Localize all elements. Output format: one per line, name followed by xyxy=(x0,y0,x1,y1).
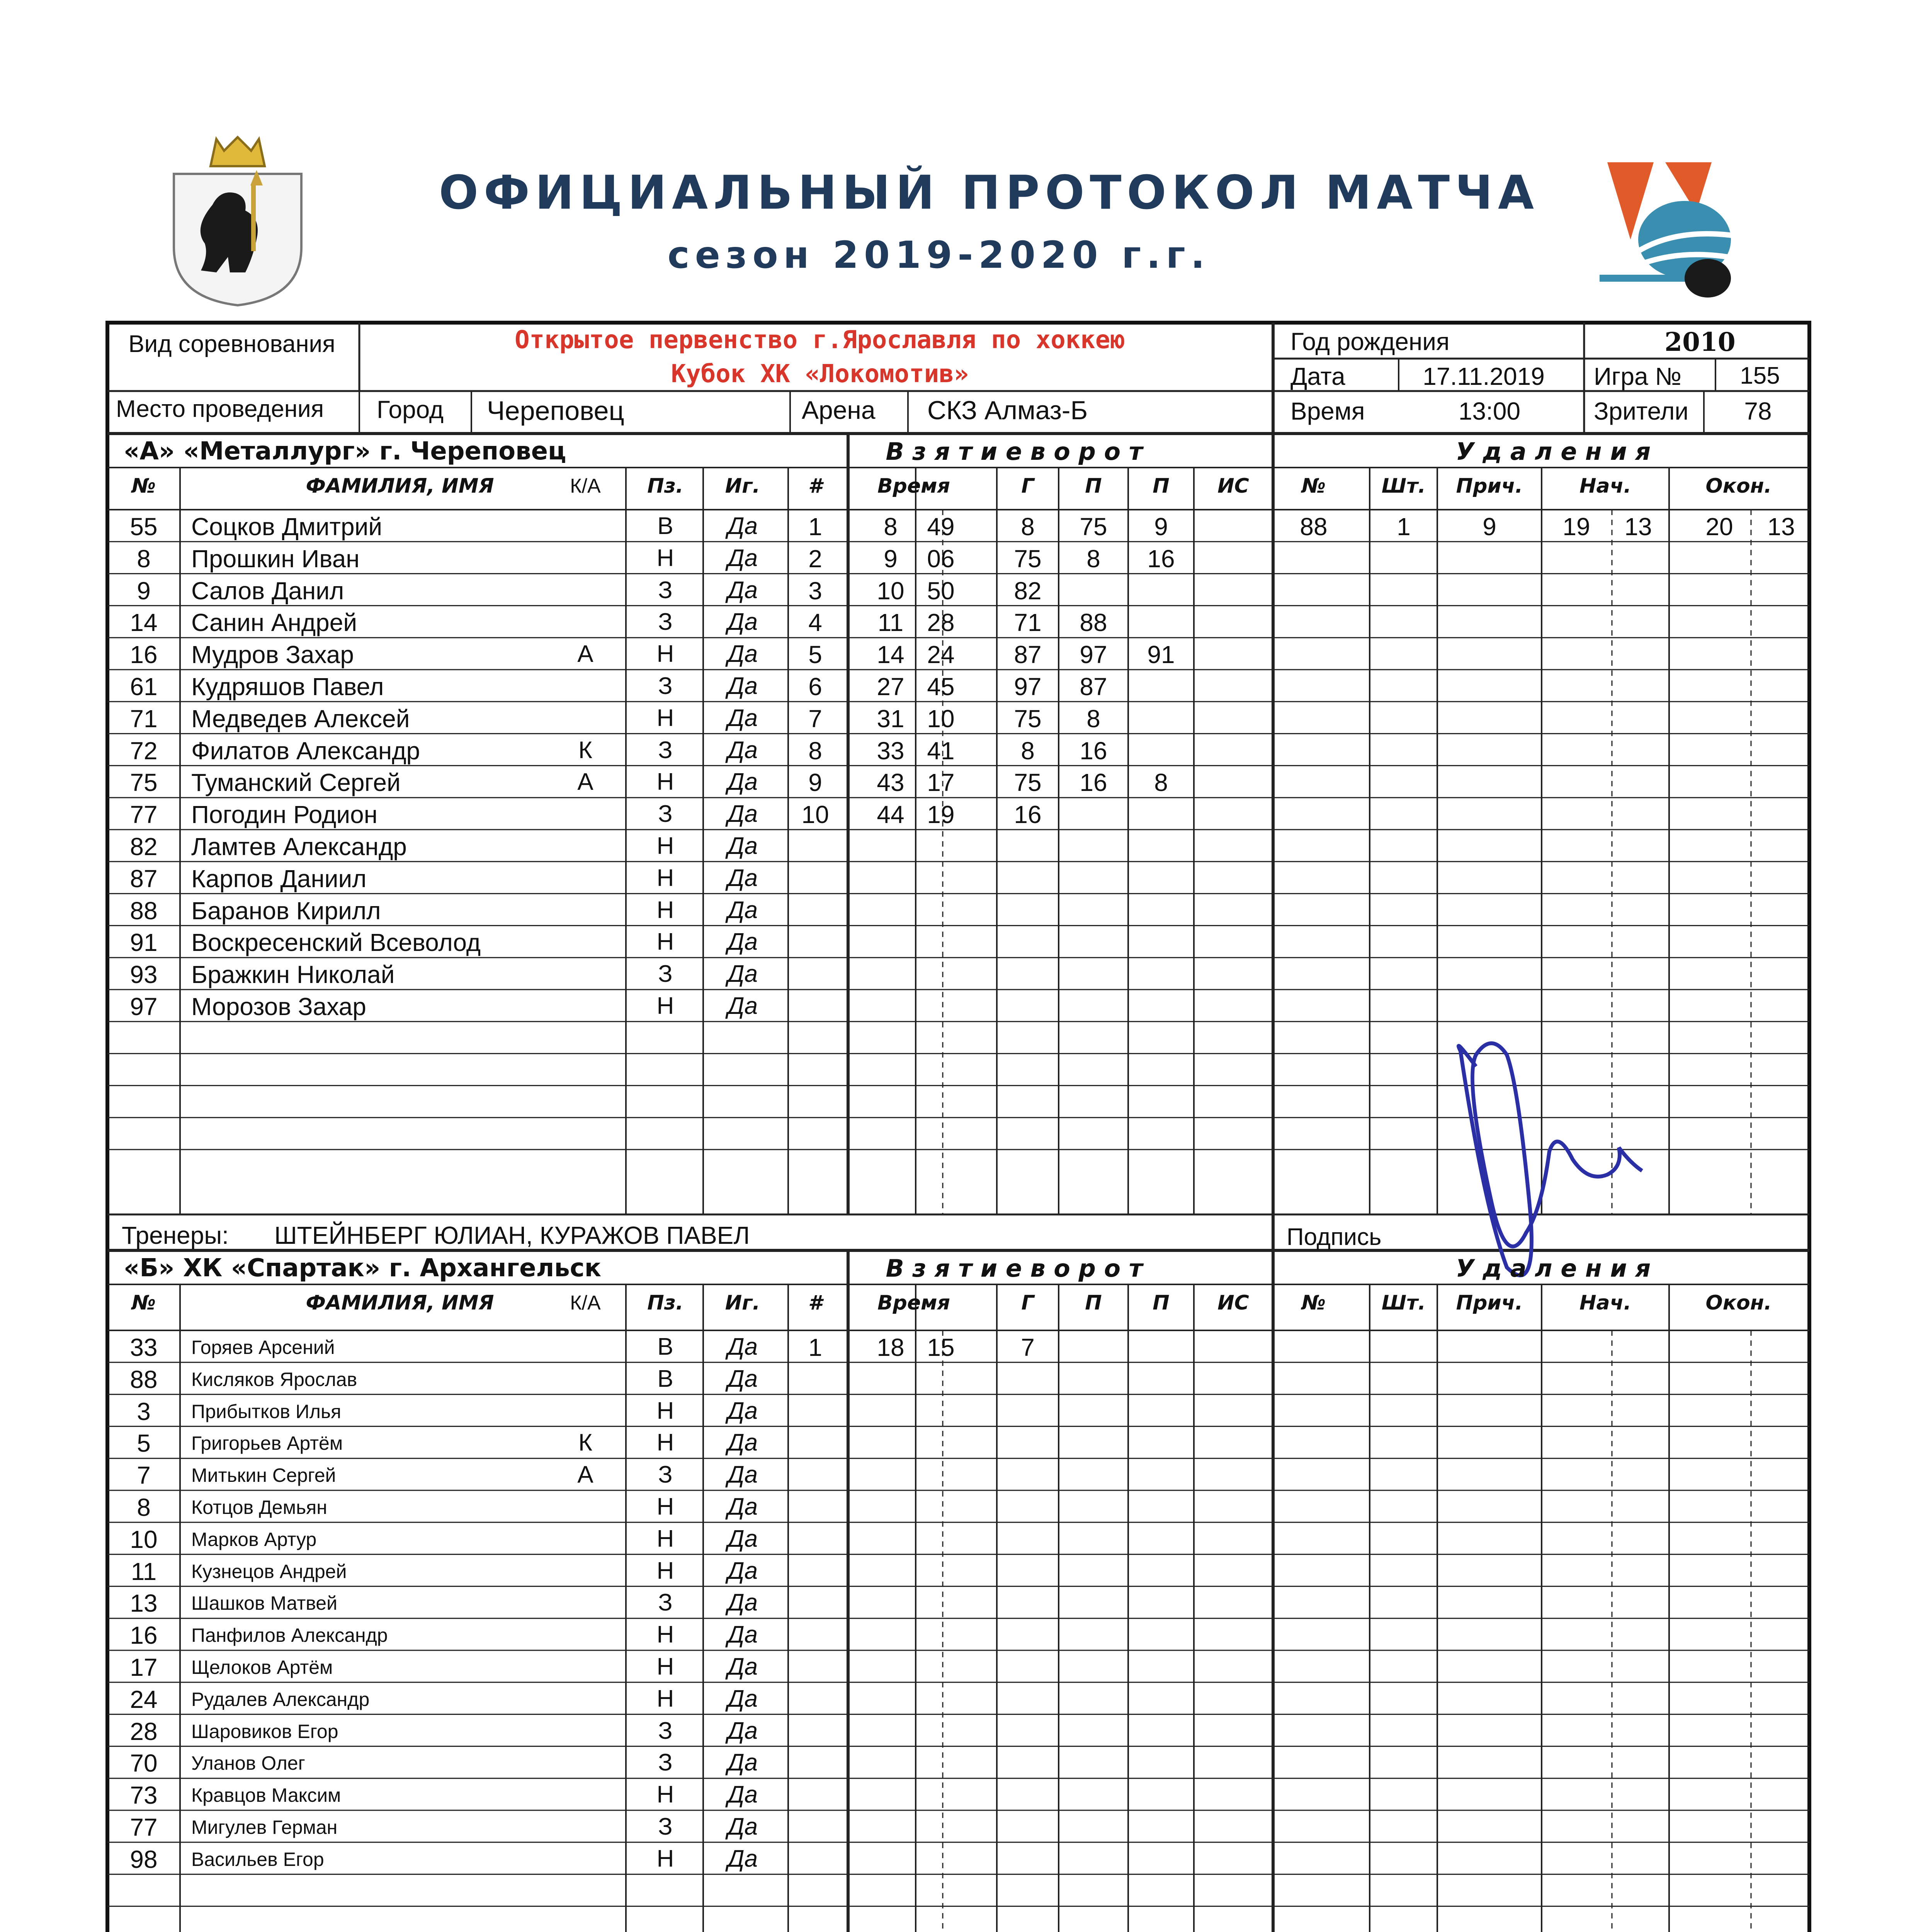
team-b-player-played: Да xyxy=(727,1397,758,1424)
team-b-player-played: Да xyxy=(727,1333,758,1360)
team-a-goal-minute: 43 xyxy=(877,769,904,797)
team-a-goal-scorer: 8 xyxy=(1021,736,1035,765)
team-a-player-name: Погодин Родион xyxy=(191,801,378,829)
team-a-goal-scorer: 82 xyxy=(1014,577,1042,605)
team-a-player-number: 75 xyxy=(130,769,158,797)
team-b-player-position: В xyxy=(657,1365,673,1392)
team-b-goal-scorer: 7 xyxy=(1021,1333,1035,1361)
time-value: 13:00 xyxy=(1458,397,1521,425)
team-b-col-p-start: Нач. xyxy=(1579,1291,1632,1315)
team-a-player-played: Да xyxy=(727,736,758,764)
team-a-goal-index: 7 xyxy=(808,704,822,733)
team-a-goal-assist1: 8 xyxy=(1086,704,1100,733)
team-a-goal-assist1: 88 xyxy=(1080,609,1107,637)
team-a-player-number: 87 xyxy=(130,864,158,893)
team-a-goal-second: 06 xyxy=(927,544,955,573)
team-a-col-p-end: Окон. xyxy=(1705,474,1772,498)
team-a-goal-minute: 44 xyxy=(877,801,904,829)
team-b-col-pos: Пз. xyxy=(647,1291,683,1315)
team-b-player-name: Митькин Сергей xyxy=(191,1464,336,1486)
team-a-player-role: К xyxy=(578,736,593,764)
team-a-player-played: Да xyxy=(727,673,758,699)
team-b-player-role: А xyxy=(577,1461,593,1488)
team-b-player-position: Н xyxy=(656,1685,674,1712)
team-b-col-p-num: № xyxy=(1301,1291,1326,1315)
team-a-player-played: Да xyxy=(727,896,758,923)
team-b-col-p-end: Окон. xyxy=(1705,1291,1772,1315)
team-b-col-g-time: Время xyxy=(877,1291,950,1315)
team-a-player-played: Да xyxy=(727,864,758,891)
team-a-goal-assist1: 97 xyxy=(1080,641,1107,669)
team-b-player-played: Да xyxy=(727,1621,758,1648)
date-value: 17.11.2019 xyxy=(1423,362,1545,390)
team-b-player-played: Да xyxy=(727,1365,758,1392)
team-a-player-position: Н xyxy=(656,641,674,668)
team-b-player-number: 13 xyxy=(130,1589,158,1617)
team-b-player-name: Рудалев Александр xyxy=(191,1688,370,1710)
team-b-player-played: Да xyxy=(727,1493,758,1520)
team-a-goal-second: 24 xyxy=(927,641,955,669)
team-b-col-p-reason: Прич. xyxy=(1456,1291,1523,1315)
team-a-player-role: А xyxy=(577,769,593,796)
team-b-player-position: Н xyxy=(656,1557,674,1584)
team-a-penalty-reason: 9 xyxy=(1482,513,1496,541)
team-b-player-name: Котцов Демьян xyxy=(191,1497,327,1518)
team-b-player-number: 17 xyxy=(130,1653,158,1681)
date-label: Дата xyxy=(1290,362,1345,390)
team-a-player-position: З xyxy=(658,736,673,764)
team-a-goal-minute: 9 xyxy=(884,544,898,573)
team-a-goal-minute: 31 xyxy=(877,704,904,733)
team-a-goal-scorer: 87 xyxy=(1014,641,1042,669)
team-a-name-header: «А» «Металлург» г. Череповец xyxy=(124,437,566,466)
team-a-player-number: 91 xyxy=(130,929,158,957)
team-a-col-p-num: № xyxy=(1301,474,1326,498)
team-a-goal-second: 50 xyxy=(927,577,955,605)
team-a-penalty-start-minute: 19 xyxy=(1562,513,1590,541)
team-b-player-played: Да xyxy=(727,1653,758,1680)
team-a-col-p-min: Шт. xyxy=(1381,474,1426,498)
team-a-player-name: Бражкин Николай xyxy=(191,961,395,989)
season-subtitle: сезон 2019-2020 г.г. xyxy=(667,233,1210,277)
team-a-col-p-reason: Прич. xyxy=(1456,474,1523,498)
team-b-player-played: Да xyxy=(727,1525,758,1552)
team-b-player-position: Н xyxy=(656,1621,674,1648)
team-a-player-played: Да xyxy=(727,641,758,668)
team-a-player-name: Туманский Сергей xyxy=(191,769,401,797)
team-a-goal-index: 9 xyxy=(808,769,822,797)
team-a-player-number: 82 xyxy=(130,833,158,861)
team-a-player-number: 93 xyxy=(130,961,158,989)
team-b-player-name: Панфилов Александр xyxy=(191,1624,388,1646)
team-a-goal-assist1: 8 xyxy=(1086,544,1100,573)
team-a-player-played: Да xyxy=(727,544,758,571)
team-a-player-number: 16 xyxy=(130,641,158,669)
team-b-col-g-idx: # xyxy=(808,1291,823,1315)
team-a-goal-index: 2 xyxy=(808,544,822,573)
team-b-col-g-is: ИС xyxy=(1217,1291,1249,1315)
team-b-player-number: 77 xyxy=(130,1813,158,1841)
team-a-player-played: Да xyxy=(727,993,758,1019)
team-a-goal-second: 45 xyxy=(927,673,955,701)
team-a-player-played: Да xyxy=(727,577,758,604)
team-a-penalty-player: 88 xyxy=(1300,513,1328,541)
team-a-player-position: Н xyxy=(656,993,674,1019)
team-b-player-played: Да xyxy=(727,1717,758,1744)
competition-name-line2: Кубок ХК «Локомотив» xyxy=(671,360,969,388)
team-a-goal-second: 28 xyxy=(927,609,955,637)
team-a-player-played: Да xyxy=(727,513,758,539)
team-b-col-p-min: Шт. xyxy=(1381,1291,1426,1315)
team-a-goal-second: 10 xyxy=(927,704,955,733)
team-a-goal-scorer: 75 xyxy=(1014,769,1042,797)
team-a-col-g-p2: П xyxy=(1153,474,1170,498)
signature-team-a xyxy=(1459,1043,1642,1276)
team-b-col-g-g: Г xyxy=(1021,1291,1034,1315)
team-a-goal-assist1: 87 xyxy=(1080,673,1107,701)
team-a-goal-minute: 10 xyxy=(877,577,904,605)
team-b-player-position: Н xyxy=(656,1493,674,1520)
team-a-player-played: Да xyxy=(727,961,758,988)
team-a-player-name: Карпов Даниил xyxy=(191,864,367,893)
team-a-goal-index: 4 xyxy=(808,609,822,637)
team-b-player-name: Шаровиков Егор xyxy=(191,1720,338,1742)
team-b-player-position: Н xyxy=(656,1429,674,1456)
team-a-coaches-label: Тренеры: xyxy=(122,1221,229,1249)
team-b-player-name: Григорьев Артём xyxy=(191,1432,343,1454)
team-a-player-name: Медведев Алексей xyxy=(191,704,410,733)
team-b-player-position: В xyxy=(657,1333,673,1360)
team-b-player-number: 73 xyxy=(130,1781,158,1810)
team-a-penalty-minutes: 1 xyxy=(1397,513,1411,541)
team-b-player-position: Н xyxy=(656,1397,674,1424)
team-b-player-played: Да xyxy=(727,1781,758,1808)
game-number-value: 155 xyxy=(1740,362,1780,389)
team-b-player-position: Н xyxy=(656,1653,674,1680)
team-a-penalty-end-second: 13 xyxy=(1767,513,1795,541)
team-a-goal-scorer: 16 xyxy=(1014,801,1042,829)
team-a-goal-assist2: 9 xyxy=(1154,513,1168,541)
team-a-col-g-idx: # xyxy=(808,474,823,498)
team-a-player-played: Да xyxy=(727,609,758,636)
team-a-player-played: Да xyxy=(727,801,758,828)
arena-label: Арена xyxy=(802,396,876,424)
team-b-player-number: 88 xyxy=(130,1365,158,1393)
team-a-player-played: Да xyxy=(727,704,758,731)
team-b-player-played: Да xyxy=(727,1557,758,1584)
team-a-goal-minute: 27 xyxy=(877,673,904,701)
team-a-player-name: Соцков Дмитрий xyxy=(191,513,383,541)
team-b-player-position: З xyxy=(658,1589,673,1616)
team-a-penalties-title: У д а л е н и я xyxy=(1455,437,1651,466)
spectators-label: Зрители xyxy=(1594,397,1689,425)
team-a-player-name: Баранов Кирилл xyxy=(191,896,381,925)
team-b-col-num: № xyxy=(131,1291,156,1315)
team-a-goal-scorer: 8 xyxy=(1021,513,1035,541)
team-a-player-role: А xyxy=(577,641,593,668)
team-b-col-g-p1: П xyxy=(1085,1291,1102,1315)
spectators-value: 78 xyxy=(1744,397,1772,425)
team-a-goal-index: 6 xyxy=(808,673,822,701)
team-a-player-name: Санин Андрей xyxy=(191,609,357,637)
team-b-player-number: 98 xyxy=(130,1845,158,1873)
team-a-player-position: З xyxy=(658,961,673,988)
team-a-player-position: Н xyxy=(656,896,674,923)
team-a-player-number: 61 xyxy=(130,673,158,701)
team-a-goal-second: 49 xyxy=(927,513,955,541)
team-a-col-num: № xyxy=(131,474,156,498)
team-b-player-position: З xyxy=(658,1461,673,1488)
team-a-goal-index: 1 xyxy=(808,513,822,541)
team-b-player-number: 8 xyxy=(137,1493,151,1521)
team-b-penalties-title: У д а л е н и я xyxy=(1455,1254,1651,1282)
team-a-player-number: 72 xyxy=(130,736,158,765)
team-a-player-position: Н xyxy=(656,864,674,891)
team-b-player-played: Да xyxy=(727,1461,758,1488)
team-a-goal-assist2: 16 xyxy=(1147,544,1175,573)
team-a-player-position: З xyxy=(658,609,673,636)
team-a-player-name: Мудров Захар xyxy=(191,641,354,669)
team-a-penalty-end-minute: 20 xyxy=(1705,513,1733,541)
team-a-player-played: Да xyxy=(727,833,758,859)
team-a-player-position: З xyxy=(658,673,673,699)
team-a-coaches: ШТЕЙНБЕРГ ЮЛИАН, КУРАЖОВ ПАВЕЛ xyxy=(274,1221,750,1249)
team-b-name-header: «Б» ХК «Спартак» г. Архангельск xyxy=(124,1254,602,1282)
team-a-goal-assist1: 16 xyxy=(1080,769,1107,797)
team-a-goal-scorer: 71 xyxy=(1014,609,1042,637)
team-a-goal-assist1: 75 xyxy=(1080,513,1107,541)
team-b-col-played: Иг. xyxy=(725,1291,760,1315)
team-b-player-position: Н xyxy=(656,1781,674,1808)
team-a-player-name: Морозов Захар xyxy=(191,993,366,1020)
competition-label: Вид соревнования xyxy=(128,331,335,357)
venue-label: Место проведения xyxy=(116,396,324,422)
team-b-player-name: Кравцов Максим xyxy=(191,1784,341,1806)
team-a-col-g-p1: П xyxy=(1085,474,1102,498)
team-b-player-number: 3 xyxy=(137,1397,151,1425)
arena-value: СКЗ Алмаз-Б xyxy=(927,396,1088,425)
birth-year-label: Год рождения xyxy=(1290,328,1450,355)
team-a-player-name: Прошкин Иван xyxy=(191,544,360,573)
team-b-player-name: Кузнецов Андрей xyxy=(191,1560,347,1582)
team-a-goal-assist1: 16 xyxy=(1080,736,1107,765)
team-a-player-position: В xyxy=(657,513,673,539)
team-a-goal-minute: 8 xyxy=(884,513,898,541)
time-label: Время xyxy=(1290,397,1365,425)
team-b-player-name: Горяев Арсений xyxy=(191,1337,335,1358)
team-a-goal-second: 19 xyxy=(927,801,955,829)
team-b-player-played: Да xyxy=(727,1589,758,1616)
team-a-player-number: 14 xyxy=(130,609,158,637)
team-a-player-name: Салов Данил xyxy=(191,577,344,605)
team-a-goal-scorer: 75 xyxy=(1014,704,1042,733)
team-b-player-number: 16 xyxy=(130,1621,158,1650)
team-a-goal-scorer: 97 xyxy=(1014,673,1042,701)
team-b-goal-second: 15 xyxy=(927,1333,955,1361)
game-number-label: Игра № xyxy=(1594,362,1681,390)
team-a-goal-assist2: 8 xyxy=(1154,769,1168,797)
page-title: ОФИЦИАЛЬНЫЙ ПРОТОКОЛ МАТЧА xyxy=(439,166,1539,220)
team-b-player-number: 24 xyxy=(130,1685,158,1713)
team-a-col-name: ФАМИЛИЯ, ИМЯ xyxy=(306,474,494,498)
team-b-player-number: 70 xyxy=(130,1749,158,1777)
team-a-goal-index: 10 xyxy=(801,801,829,829)
competition-name-line1: Открытое первенство г.Ярославля по хоккею xyxy=(515,326,1125,354)
team-b-player-name: Прибытков Илья xyxy=(191,1400,342,1422)
team-a-player-number: 77 xyxy=(130,801,158,829)
team-b-player-position: З xyxy=(658,1813,673,1840)
team-a-player-position: З xyxy=(658,577,673,604)
team-a-player-name: Воскресенский Всеволод xyxy=(191,929,481,957)
team-a-col-p-start: Нач. xyxy=(1579,474,1632,498)
team-a-player-position: Н xyxy=(656,769,674,796)
team-b-player-number: 5 xyxy=(137,1429,151,1458)
team-a-player-number: 9 xyxy=(137,577,151,605)
team-a-goal-scorer: 75 xyxy=(1014,544,1042,573)
team-b-player-name: Мигулев Герман xyxy=(191,1816,338,1838)
team-b-player-name: Кисляков Ярослав xyxy=(191,1368,357,1390)
team-a-goals-title: В з я т и е в о р о т xyxy=(886,437,1143,466)
team-b-player-number: 33 xyxy=(130,1333,158,1361)
team-a-player-number: 71 xyxy=(130,704,158,733)
team-b-player-played: Да xyxy=(727,1813,758,1840)
team-b-player-position: З xyxy=(658,1717,673,1744)
team-a-goal-minute: 33 xyxy=(877,736,904,765)
team-a-player-name: Ламтев Александр xyxy=(191,833,407,861)
team-a-player-name: Кудряшов Павел xyxy=(191,673,384,701)
team-b-col-g-p2: П xyxy=(1153,1291,1170,1315)
team-a-player-position: Н xyxy=(656,544,674,571)
team-a-player-number: 55 xyxy=(130,513,158,541)
team-a-col-g-is: ИС xyxy=(1217,474,1249,498)
team-a-goal-index: 8 xyxy=(808,736,822,765)
team-a-player-number: 88 xyxy=(130,896,158,925)
team-a-goal-index: 3 xyxy=(808,577,822,605)
team-b-player-position: Н xyxy=(656,1845,674,1872)
team-a-goal-second: 41 xyxy=(927,736,955,765)
team-a-goal-assist2: 91 xyxy=(1147,641,1175,669)
team-a-col-g-time: Время xyxy=(877,474,950,498)
team-a-goal-minute: 14 xyxy=(877,641,904,669)
team-b-player-name: Васильев Егор xyxy=(191,1848,324,1870)
team-b-player-position: Н xyxy=(656,1525,674,1552)
team-b-player-number: 28 xyxy=(130,1717,158,1745)
team-b-player-position: З xyxy=(658,1749,673,1776)
team-b-player-name: Уланов Олег xyxy=(191,1752,305,1774)
team-a-signature-label: Подпись xyxy=(1287,1224,1382,1250)
team-a-player-name: Филатов Александр xyxy=(191,736,420,765)
team-b-player-name: Шашков Матвей xyxy=(191,1592,338,1614)
team-b-player-played: Да xyxy=(727,1749,758,1776)
team-a-player-position: Н xyxy=(656,704,674,731)
team-b-player-name: Марков Артур xyxy=(191,1528,317,1550)
team-a-goal-minute: 11 xyxy=(877,609,904,637)
team-a-player-played: Да xyxy=(727,769,758,796)
team-a-col-ka: К/А xyxy=(570,475,601,497)
team-a-player-position: Н xyxy=(656,833,674,859)
team-b-player-role: К xyxy=(578,1429,593,1456)
team-a-col-pos: Пз. xyxy=(647,474,683,498)
team-a-player-position: З xyxy=(658,801,673,828)
team-a-col-g-g: Г xyxy=(1021,474,1034,498)
team-a-player-played: Да xyxy=(727,929,758,956)
team-b-goal-index: 1 xyxy=(808,1333,822,1361)
team-a-player-number: 8 xyxy=(137,544,151,573)
team-b-player-number: 7 xyxy=(137,1461,151,1490)
team-b-goal-minute: 18 xyxy=(877,1333,904,1361)
team-b-player-played: Да xyxy=(727,1429,758,1456)
team-b-player-played: Да xyxy=(727,1845,758,1872)
team-b-col-name: ФАМИЛИЯ, ИМЯ xyxy=(306,1291,494,1315)
team-a-player-number: 97 xyxy=(130,993,158,1020)
team-a-penalty-start-second: 13 xyxy=(1624,513,1652,541)
team-b-player-number: 11 xyxy=(131,1557,157,1585)
team-b-player-played: Да xyxy=(727,1685,758,1712)
team-a-player-position: Н xyxy=(656,929,674,956)
team-a-goal-second: 17 xyxy=(927,769,955,797)
team-b-goals-title: В з я т и е в о р о т xyxy=(886,1254,1143,1282)
birth-year-value: 2010 xyxy=(1664,327,1736,357)
team-a-goal-index: 5 xyxy=(808,641,822,669)
city-value: Череповец xyxy=(487,396,624,426)
city-label: Город xyxy=(377,396,444,423)
team-b-player-name: Щелоков Артём xyxy=(191,1656,333,1678)
team-a-col-played: Иг. xyxy=(725,474,760,498)
team-b-col-ka: К/А xyxy=(570,1292,601,1314)
team-b-player-number: 10 xyxy=(130,1525,158,1553)
